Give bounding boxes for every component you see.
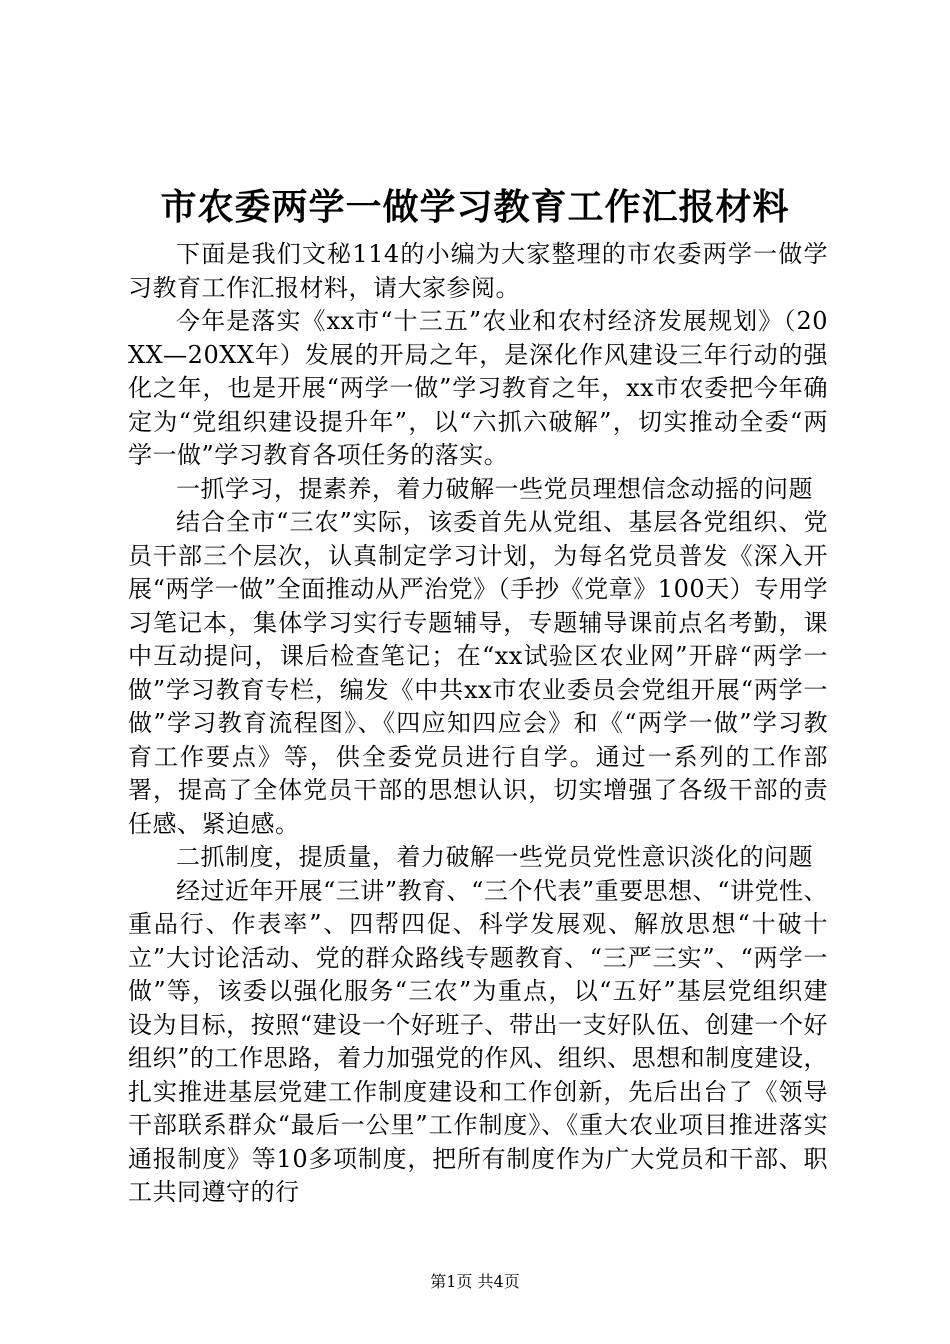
paragraph-section-2: 经过近年开展“三讲”教育、“三个代表”重要思想、“讲党性、重品行、作表率”、四帮四促、科学发展观、解放思想“十破十立”大讨论活动、党的群众路线专题教育、“三严三实”、“两学一做”等，该委以强化服务“三农”为重点，以“五好”基层党组织建设为目标，按照“建设一个好班子、带出一支好队伍、创建一个好组织”的工作思路，着力加强党的作风、组织、思想和制度建设，扎实推进基层党建工作制度建设和工作创新，先后出台了《领导干部联系群众“最后一公里”工作制度》、《重大农业项目推进落实通报制度》等10多项制度，把所有制度作为广大党员和干部、职工共同遵守的行 — [128, 876, 828, 1206]
paragraph-intro: 下面是我们文秘114的小编为大家整理的市农委两学一做学习教育工作汇报材料，请大家参阅。 — [128, 240, 828, 302]
document-title: 市农委两学一做学习教育工作汇报材料 — [160, 186, 790, 228]
document-body — [128, 238, 828, 1206]
page-footer: 第1页 共4页 — [430, 1272, 520, 1291]
paragraph-section-1: 结合全市“三农”实际，该委首先从党组、基层各党组织、党员干部三个层次，认真制定学习计划，为每名党员普发《深入开展“两学一做”全面推动从严治党》（手抄《党章》100天）专用学习笔记本，集体学习实行专题辅导，专题辅导课前点名考勤，课中互动提问，课后检查笔记；在“xx试验区农业网”开辟“两学一做”学习教育专栏，编发《中共xx市农业委员会党组开展“两学一做”学习教育流程图》、《四应知四应会》和《“两学一做”学习教育工作要点》等，供全委党员进行自学。通过一系列的工作部署，提高了全体党员干部的思想认识，切实增强了各级干部的责任感、紧迫感。 — [128, 508, 828, 838]
section-heading-1: 一抓学习，提素养，着力破解一些党员理想信念动摇的问题 — [176, 474, 813, 503]
paragraph-overview: 今年是落实《xx市“十三五”农业和农村经济发展规划》（20XX—20XX年）发展的开局之年，是深化作风建设三年行动的强化之年，也是开展“两学一做”学习教育之年，xx市农委把今年确定为“党组织建设提升年”，以“六抓六破解”，切实推动全委“两学一做”学习教育各项任务的落实。 — [128, 307, 828, 469]
section-heading-2: 二抓制度，提质量，着力破解一些党员党性意识淡化的问题 — [176, 843, 813, 871]
